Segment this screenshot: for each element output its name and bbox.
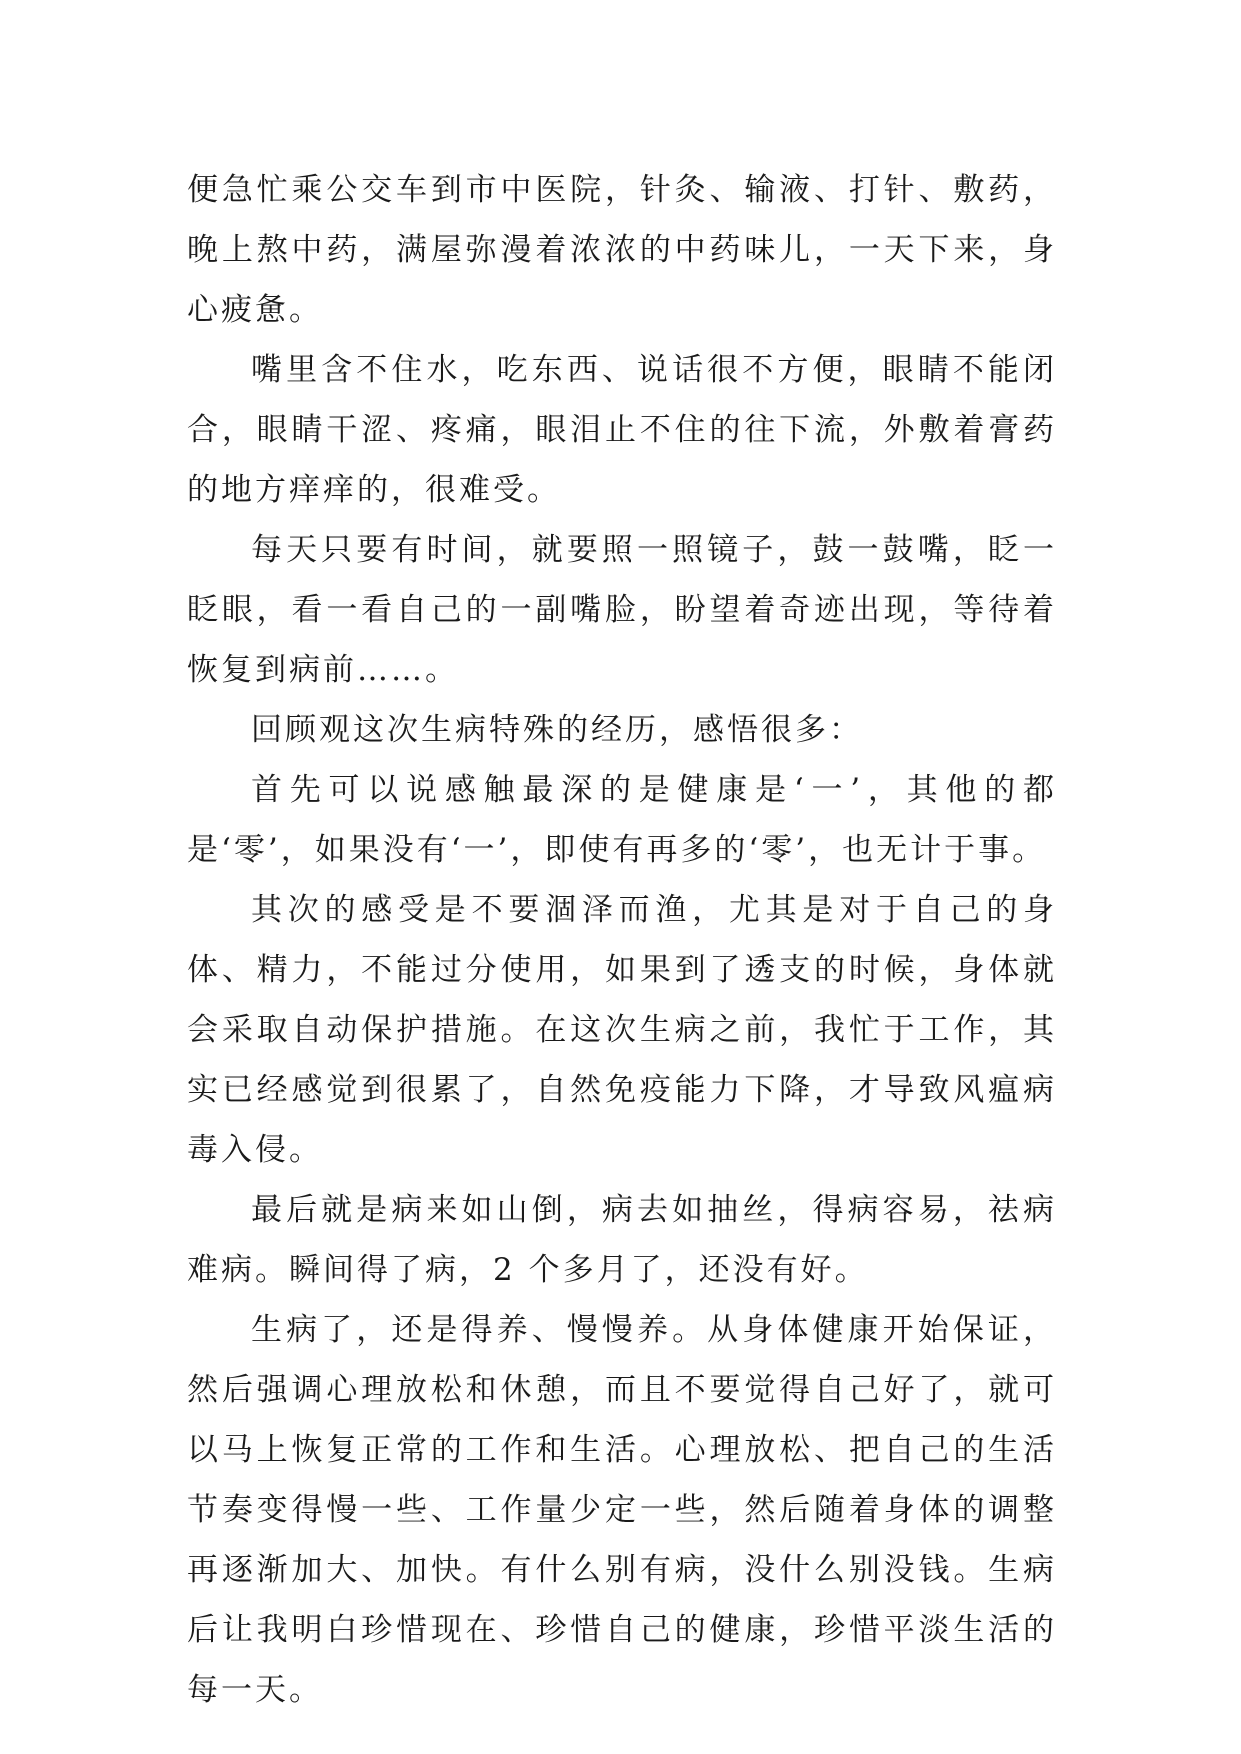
paragraph-8: 生病了，还是得养、慢慢养。从身体健康开始保证，然后强调心理放松和休憩，而且不要觉得自己好了，就可以马上恢复正常的工作和生活。心理放松、把自己的生活节奏变得慢一些、工作量少定一些，然后随着身体的调整再逐渐加大、加快。有什么别有病，没什么别没钱。生病后让我明白珍惜现在、珍惜自己的健康，珍惜平淡生活的每一天。: [187, 1312, 1057, 1708]
paragraph-5: 首先可以说感触最深的是健康是‘一’，其他的都是‘零’，如果没有‘一’，即使有再多的‘零’，也无计于事。: [187, 772, 1057, 868]
document-body: [187, 160, 1057, 1720]
paragraph-1: 便急忙乘公交车到市中医院，针灸、输液、打针、敷药，晚上熬中药，满屋弥漫着浓浓的中药味儿，一天下来，身心疲惫。: [187, 172, 1057, 328]
paragraph-2: 嘴里含不住水，吃东西、说话很不方便，眼睛不能闭合，眼睛干涩、疼痛，眼泪止不住的往下流，外敷着膏药的地方痒痒的，很难受。: [187, 352, 1057, 508]
paragraph-6: 其次的感受是不要涸泽而渔，尤其是对于自己的身体、精力，不能过分使用，如果到了透支的时候，身体就会采取自动保护措施。在这次生病之前，我忙于工作，其实已经感觉到很累了，自然免疫能力下降，才导致风瘟病毒入侵。: [187, 892, 1057, 1168]
paragraph-3: 每天只要有时间，就要照一照镜子，鼓一鼓嘴，眨一眨眼，看一看自己的一副嘴脸，盼望着奇迹出现，等待着恢复到病前……。: [187, 532, 1057, 688]
paragraph-7: 最后就是病来如山倒，病去如抽丝，得病容易，祛病难病。瞬间得了病，2 个多月了，还没有好。: [187, 1192, 1057, 1288]
paragraph-4: 回顾观这次生病特殊的经历，感悟很多：: [251, 712, 863, 748]
